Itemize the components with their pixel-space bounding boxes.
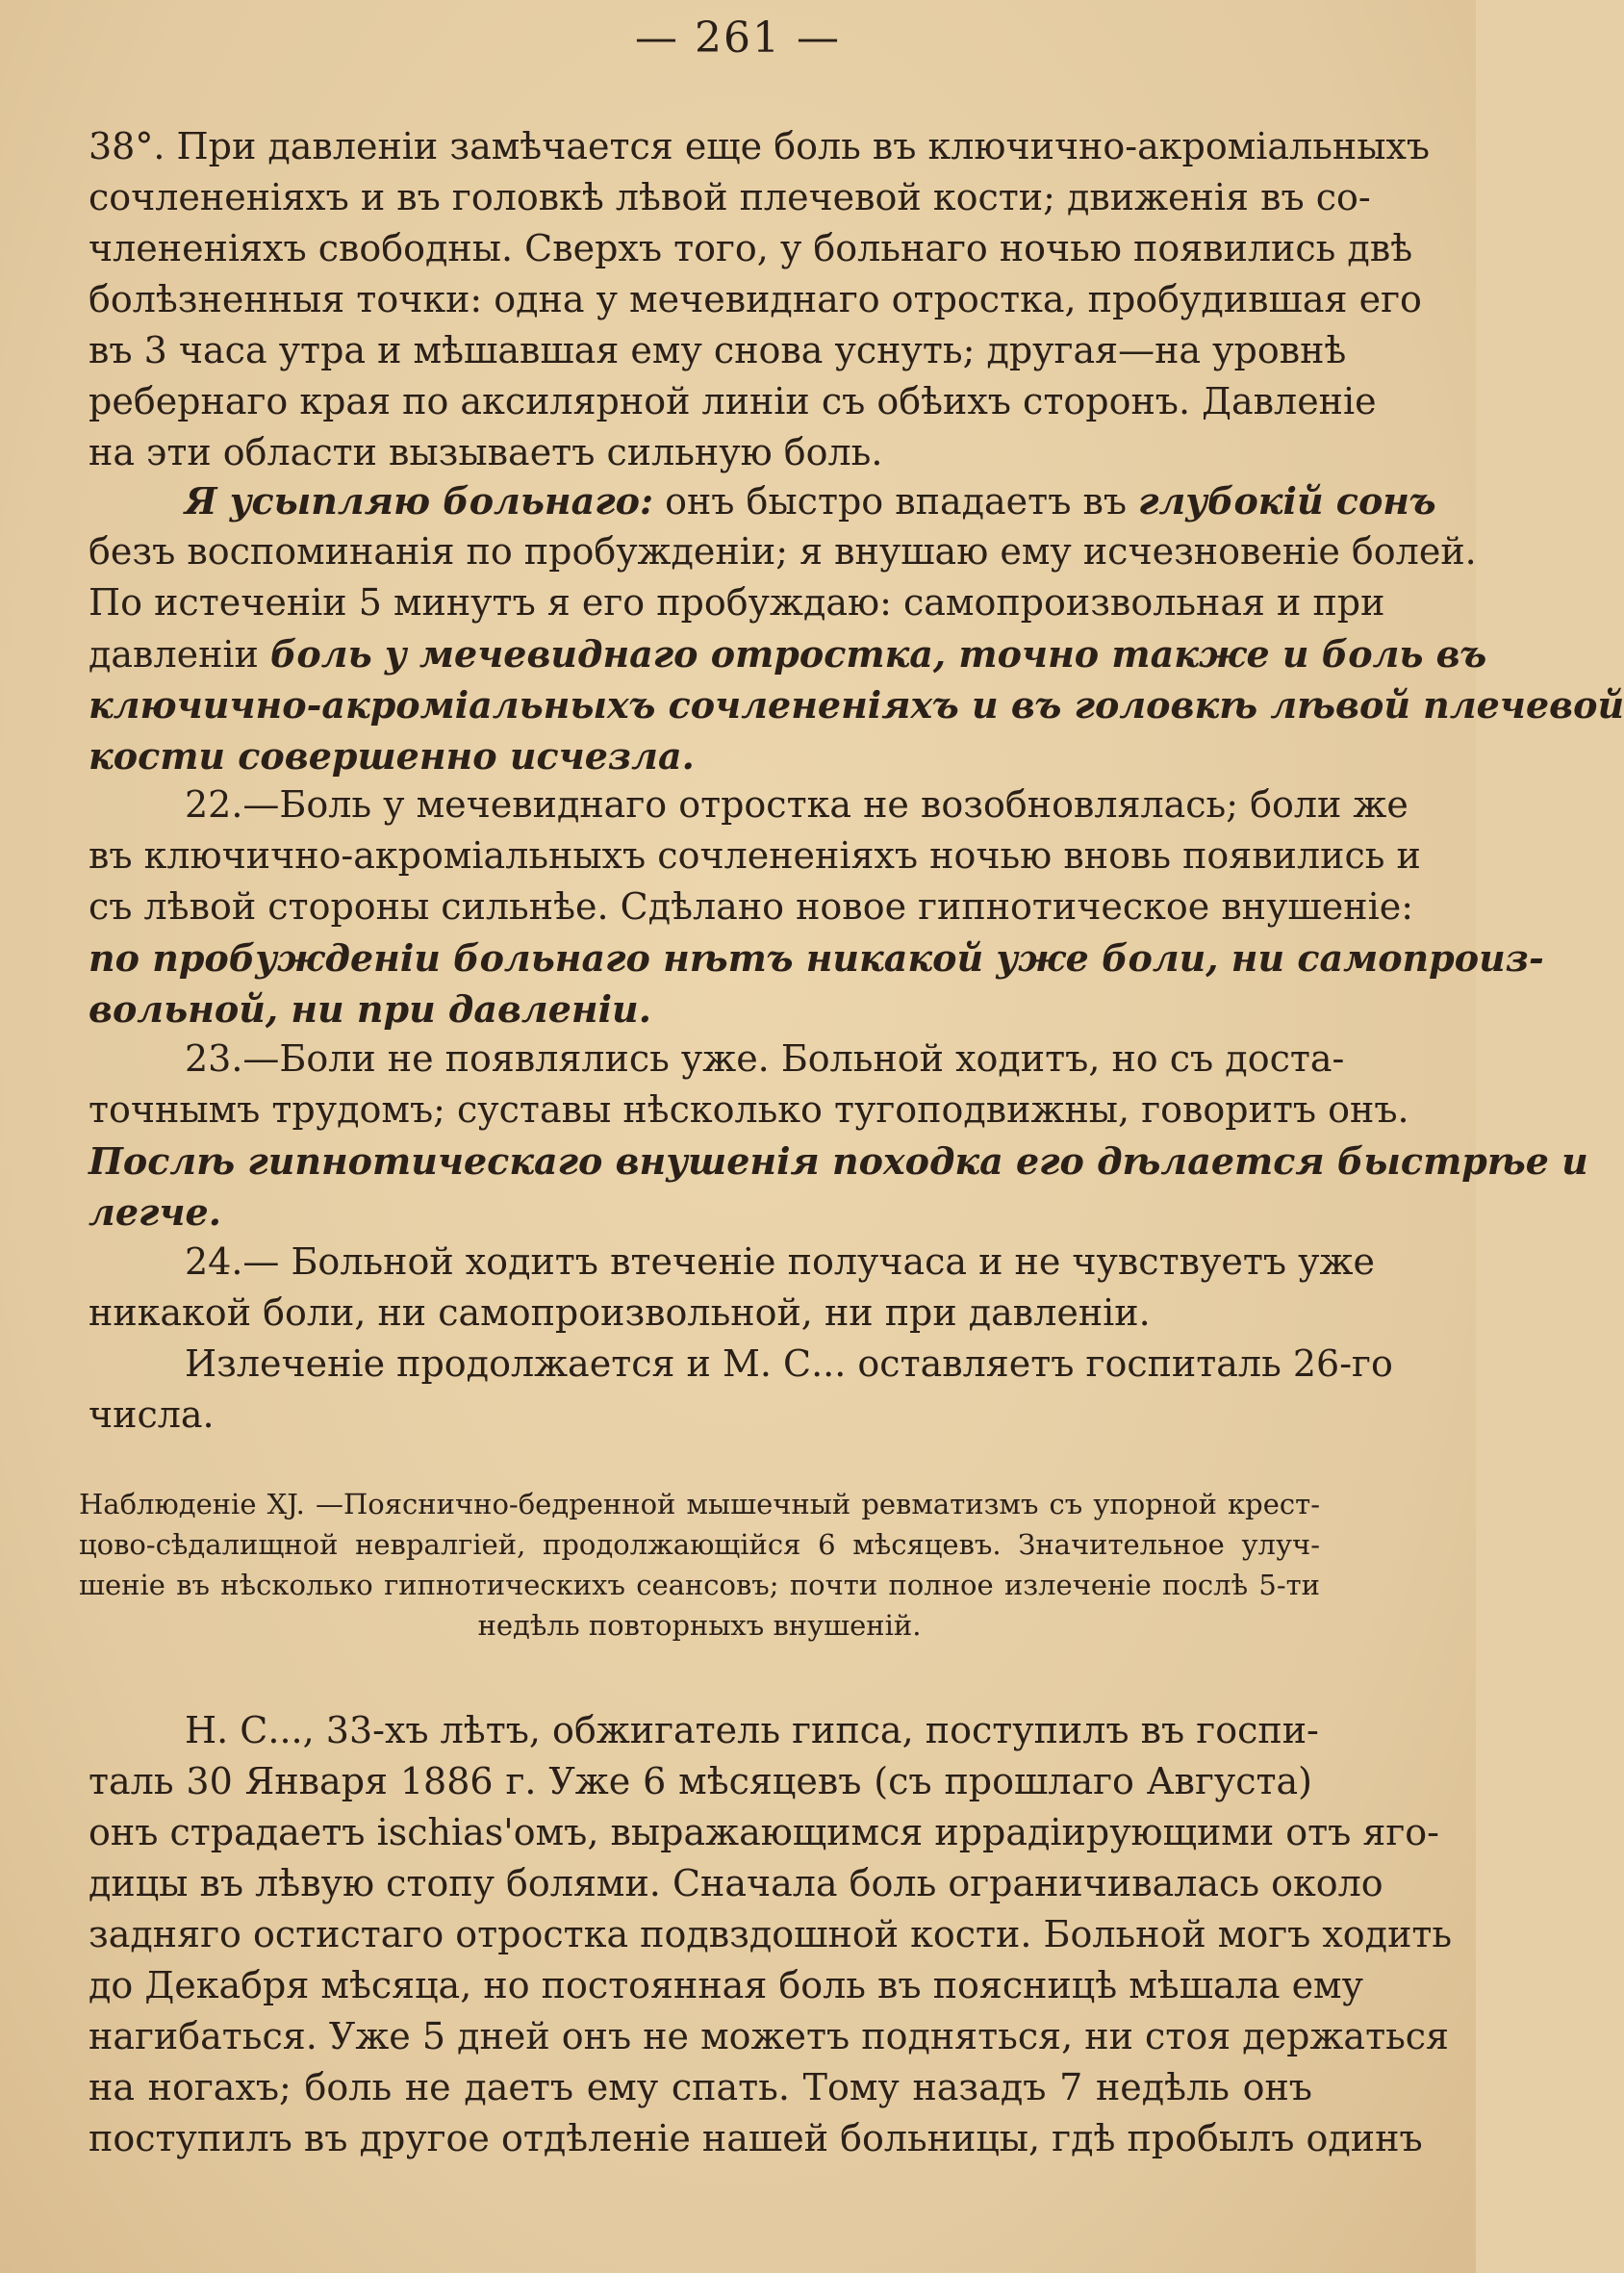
text-line: задняго остистаго отростка подвздошной кости. Больной могъ ходить [89, 1913, 1453, 1955]
text-line: Н. С..., 33-хъ лѣтъ, обжигатель гипса, поступилъ въ госпи- [185, 1709, 1319, 1751]
text-line: въ 3 часа утра и мѣшавшая ему снова уснуть; другая—на уровнѣ [89, 329, 1347, 371]
paragraph-2 [89, 475, 1624, 781]
text-line [89, 628, 1487, 679]
paragraph-4 [89, 1034, 1588, 1238]
text-line: поступилъ въ другое отдѣленіе нашей больницы, гдѣ пробылъ одинъ [89, 2117, 1423, 2159]
italic-line: ключично-акроміальныхъ сочлененіяхъ и въ головкѣ лѣвой плечевой [89, 683, 1624, 727]
italic-line: легче. [89, 1190, 221, 1234]
text-line: 38°. При давленіи замѣчается еще боль въ ключично-акроміальныхъ [89, 125, 1431, 167]
caption-line: цово-сѣдалищной невралгіей, продолжающійся 6 мѣсяцевъ. Значительное улуч- [79, 1528, 1320, 1561]
caption-line: шеніе въ нѣсколько гипнотическихъ сеансовъ; почти полное излеченіе послѣ 5-ти [79, 1569, 1320, 1601]
italic-text: глубокій сонъ [1138, 479, 1436, 523]
text-line: болѣзненныя точки: одна у мечевиднаго отростка, пробудившая его [89, 278, 1422, 320]
italic-line: Послѣ гипнотическаго внушенія походка его дѣлается быстрѣе и [89, 1139, 1588, 1183]
page-number: — 261 — [635, 13, 841, 63]
text-line: на ногахъ; боль не даетъ ему спать. Тому назадъ 7 недѣль онъ [89, 2066, 1312, 2108]
italic-line: кости совершенно исчезла. [89, 734, 695, 778]
text-line: въ ключично-акроміальныхъ сочлененіяхъ ночью вновь появились и [89, 834, 1421, 877]
text-line: безъ воспоминанія по пробужденіи; я внушаю ему исчезновеніе болей. [89, 530, 1477, 573]
text-line: числа. [89, 1393, 215, 1436]
paragraph-3 [89, 779, 1544, 1034]
italic-text: Я усыпляю больнаго: [185, 479, 653, 523]
text-line: 23.—Боли не появлялись уже. Больной ходитъ, но съ доста- [185, 1037, 1345, 1080]
text-line: 24.— Больной ходитъ втеченіе получаса и не чувствуетъ уже [185, 1240, 1375, 1283]
text-line: Излеченіе продолжается и М. С... оставляетъ госпиталь 26-го [185, 1342, 1393, 1385]
text-line: сочлененіяхъ и въ головкѣ лѣвой плечевой кости; движенія въ со- [89, 176, 1371, 218]
paragraph-5 [89, 1237, 1375, 1339]
italic-text: боль у мечевиднаго отростка, точно также и боль въ [269, 632, 1487, 676]
text-line: члененіяхъ свободны. Сверхъ того, у больнаго ночью появились двѣ [89, 227, 1413, 269]
observation-caption [79, 1484, 1320, 1646]
paragraph-7 [89, 1705, 1453, 2164]
text-line: таль 30 Января 1886 г. Уже 6 мѣсяцевъ (съ прошлаго Августа) [89, 1760, 1312, 1802]
text-line: дицы въ лѣвую стопу болями. Сначала боль ограничивалась около [89, 1862, 1383, 1904]
text-line: до Декабря мѣсяца, но постоянная боль въ поясницѣ мѣшала ему [89, 1964, 1363, 2006]
text-line: точнымъ трудомъ; суставы нѣсколько тугоподвижны, говоритъ онъ. [89, 1088, 1409, 1131]
italic-line: по пробужденіи больнаго нѣтъ никакой уже боли, ни самопроиз- [89, 936, 1544, 980]
text-line: нагибаться. Уже 5 дней онъ не можетъ подняться, ни стоя держаться [89, 2015, 1450, 2057]
text-line: онъ страдаетъ ischias'омъ, выражающимся иррадіирующими отъ яго- [89, 1811, 1440, 1853]
text-span: онъ быстро впадаетъ въ [653, 480, 1139, 523]
caption-line: недѣль повторныхъ внушеній. [477, 1609, 922, 1642]
text-line [89, 475, 1436, 526]
text-line: съ лѣвой стороны сильнѣе. Сдѣлано новое гипнотическое внушеніе: [89, 885, 1414, 928]
paragraph-6 [89, 1339, 1393, 1441]
paragraph-1 [89, 121, 1431, 478]
text-span: давленіи [89, 633, 270, 676]
text-line: на эти области вызываетъ сильную боль. [89, 431, 883, 473]
text-line: 22.—Боль у мечевиднаго отростка не возобновлялась; боли же [185, 783, 1408, 826]
text-line: никакой боли, ни самопроизвольной, ни при давленіи. [89, 1291, 1151, 1334]
italic-line: вольной, ни при давленіи. [89, 987, 651, 1031]
text-line: По истеченіи 5 минутъ я его пробуждаю: самопроизвольная и при [89, 581, 1385, 624]
caption-line: Наблюденіе XJ. —Поясничнo-бедренной мышечный ревматизмъ съ упорной крест- [79, 1488, 1320, 1520]
text-line: ребернаго края по аксилярной линіи съ обѣихъ сторонъ. Давленіе [89, 380, 1377, 422]
